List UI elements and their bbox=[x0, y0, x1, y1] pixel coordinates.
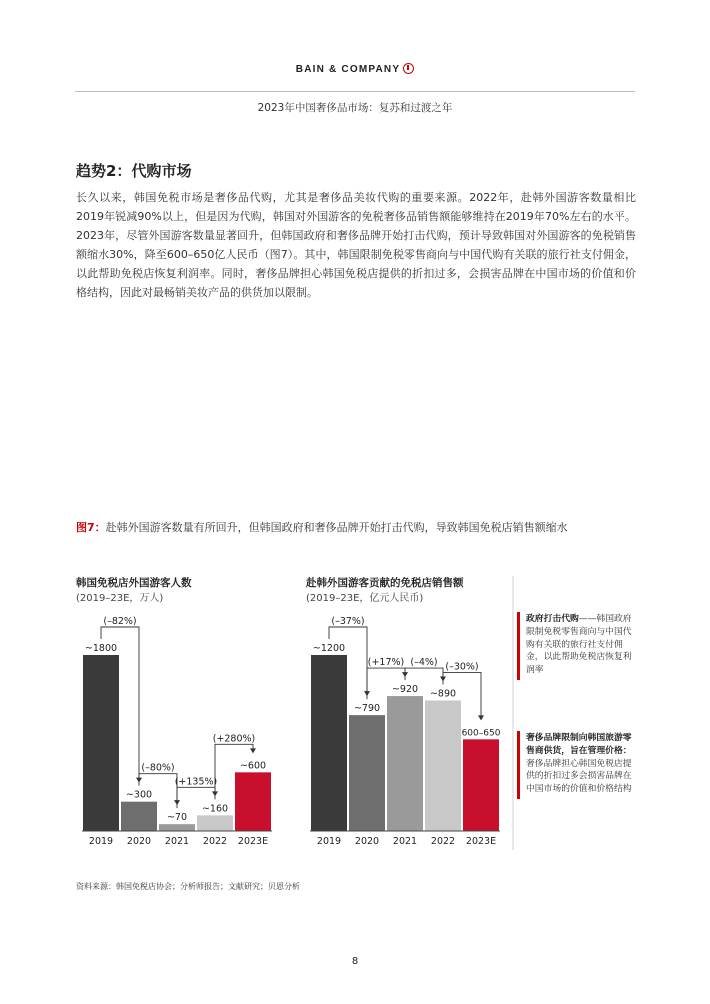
chart2-change-label-3: (–4%) bbox=[410, 657, 438, 669]
note-government-crackdown bbox=[526, 613, 634, 677]
chart1-subtitle: (2019–23E，万人) bbox=[76, 593, 164, 604]
chart1-bar-2021 bbox=[159, 824, 195, 831]
chart1-change-label-1: (–82%) bbox=[103, 616, 137, 627]
chart2-category-2022: 2022 bbox=[430, 836, 456, 847]
chart2-value-label-2019: ~1200 bbox=[312, 643, 346, 654]
chart1-value-label-2021: ~70 bbox=[166, 812, 188, 824]
chart2-value-label-2020: ~790 bbox=[353, 703, 381, 715]
chart1-change-label-3: (+135%) bbox=[174, 776, 218, 788]
chart2-subtitle: (2019–23E，亿元人民币) bbox=[306, 593, 424, 604]
note2-accent-bar bbox=[517, 731, 520, 799]
chart1-change-arrowhead-4 bbox=[250, 748, 256, 753]
chart2-bar-2021 bbox=[387, 696, 423, 831]
report-subtitle: 2023年中国奢侈品市场：复苏和过渡之年 bbox=[257, 102, 453, 114]
chart2-bar-2019 bbox=[311, 655, 347, 831]
chart2-change-label-2: (+17%) bbox=[367, 657, 405, 669]
chart1-value-label-2020: ~300 bbox=[125, 789, 153, 801]
chart2-bar-2023E bbox=[463, 739, 499, 831]
chart2-title: 赴韩外国游客贡献的免税店销售额 bbox=[306, 577, 464, 589]
chart1-value-label-2019: ~1800 bbox=[84, 643, 118, 654]
note-brand-supply-limit bbox=[526, 732, 634, 796]
section-title: 趋势2：代购市场 bbox=[76, 162, 192, 180]
chart1-title: 韩国免税店外国游客人数 bbox=[76, 577, 192, 589]
chart1-change-label-4: (+280%) bbox=[212, 733, 256, 745]
note2-bold: 奢侈品牌限制向韩国旅游零售商供货，旨在管理价格： bbox=[526, 733, 632, 756]
chart1-category-2020: 2020 bbox=[126, 836, 152, 847]
chart2-category-2019: 2019 bbox=[316, 836, 342, 847]
chart2-category-2021: 2021 bbox=[392, 836, 418, 847]
chart1-category-2019: 2019 bbox=[88, 836, 114, 847]
note1-accent-bar bbox=[517, 612, 520, 680]
chart2-bar-2020 bbox=[349, 715, 385, 831]
chart2-change-label-1: (–37%) bbox=[331, 616, 365, 627]
page-number: 8 bbox=[351, 956, 359, 967]
chart1-bar-2019 bbox=[83, 655, 119, 831]
chart2-value-label-2022: ~890 bbox=[429, 688, 457, 700]
chart2-category-2020: 2020 bbox=[354, 836, 380, 847]
section-body: 长久以来，韩国免税市场是奢侈品代购，尤其是奢侈品美妆代购的重要来源。2022年，赴韩外国游客数量相比2019年锐减90%以上，但是因为代购，韩国对外国游客的免税奢侈品销售额能够维持在2019年70%左右的水平。2023年，尽管外国游客数量显著回升，但韩国政府和奢侈品牌开始打击代购，预计导致韩国对外国游客的免税销售额缩水30%，降至600–650亿人民币（图7）。其中，韩国限制免税零售商向与中国代购有关联的旅行社支付佣金，以此帮助免税店恢复利润率。同时，奢侈品牌担心韩国免税店提供的折扣过多，会损害品牌在中国市场的价值和价格结构，因此对最畅销美妆产品的供货加以限制。 bbox=[76, 191, 636, 299]
chart1-category-2022: 2022 bbox=[202, 836, 228, 847]
chart2-bar-2022 bbox=[425, 700, 461, 831]
chart2-change-arrow-3 bbox=[405, 668, 443, 680]
note1-bold: 政府打击代购 bbox=[526, 614, 579, 624]
chart2-change-arrowhead-4 bbox=[478, 715, 484, 720]
figure-caption-text: 赴韩外国游客数量有所回升，但韩国政府和奢侈品牌开始打击代购，导致韩国免税店销售额缩水 bbox=[105, 521, 568, 534]
chart1-change-label-2: (–80%) bbox=[141, 762, 175, 774]
source-note: 资料来源：韩国免税店协会；分析师报告；文献研究；贝恩分析 bbox=[76, 882, 300, 891]
chart2-change-label-4: (–30%) bbox=[445, 661, 479, 673]
chart1-category-2021: 2021 bbox=[164, 836, 190, 847]
chart1-value-label-2022: ~160 bbox=[201, 803, 229, 815]
note2-text: 奢侈品牌担心韩国免税店提供的折扣过多会损害品牌在中国市场的价值和价格结构 bbox=[526, 758, 632, 795]
chart1-bar-2022 bbox=[197, 815, 233, 831]
chart2-category-2023E: 2023E bbox=[465, 836, 497, 847]
chart1-bar-2020 bbox=[121, 802, 157, 831]
brand-name: BAIN & COMPANY bbox=[295, 64, 401, 75]
note1-text: ——韩国政府限制免税零售商向与中国代购有关联的旅行社支付佣金，以此帮助免税店恢复利润率 bbox=[526, 614, 632, 676]
chart1-bar-2023E bbox=[235, 772, 271, 831]
chart1-category-2023E: 2023E bbox=[237, 836, 269, 847]
chart1-value-label-2023E: ~600 bbox=[239, 760, 267, 772]
chart2-value-label-2021: ~920 bbox=[391, 684, 419, 696]
figure-number: 图7： bbox=[76, 521, 106, 534]
chart2-value-label-2023E: 600–650 bbox=[461, 728, 501, 739]
